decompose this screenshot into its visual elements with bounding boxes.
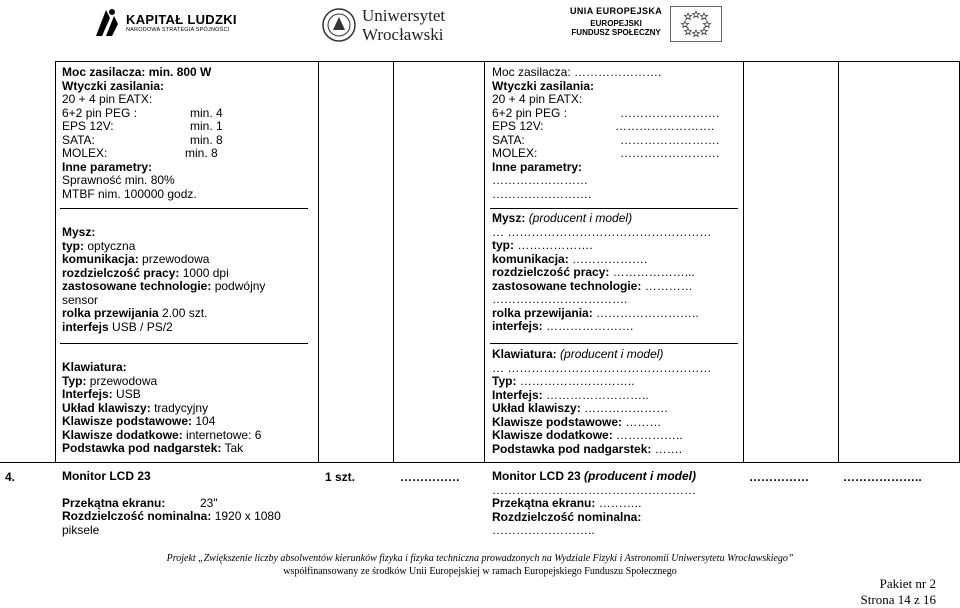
keyboard-extra-value: internetowe: 6 (186, 427, 262, 442)
psu-offer (492, 66, 742, 201)
monitor-diag-label: Przekątna ekranu: (62, 495, 166, 510)
mouse-wheel-value: 2.00 szt. (162, 306, 208, 320)
keyboard-offer-stand-label: Podstawka pod nadgarstek: (492, 441, 652, 456)
psu-offer-other-line2[interactable]: ……………………. (492, 186, 592, 201)
psu-offer-peg-dots[interactable]: ……………………. (620, 105, 720, 120)
monitor-offer (492, 470, 742, 538)
psu-offer-eps-label: EPS 12V: (492, 119, 544, 133)
eu-logo (570, 6, 722, 42)
keyboard-offer-producer: (producent i model) (560, 347, 664, 361)
right-sep-1 (490, 208, 738, 209)
mouse-comm-value: przewodowa (142, 252, 210, 266)
keyboard-offer-layout-label: Układ klawiszy: (492, 401, 581, 415)
keyboard-stand-value: Tak (224, 441, 244, 455)
keyboard-offer-basic-dots[interactable]: ……… (625, 414, 662, 429)
monitor-spec (62, 470, 312, 537)
psu-sata-label: SATA: (62, 132, 95, 147)
keyboard-iface-value: USB (116, 387, 141, 401)
mouse-title: Mysz: (62, 225, 96, 239)
keyboard-offer-producer-dots[interactable]: … …………………………………………… (492, 360, 712, 375)
psu-sata-value: min. 8 (190, 132, 223, 147)
psu-peg-label: 6+2 pin PEG : (62, 105, 138, 120)
mouse-type-value: optyczna (87, 238, 136, 253)
psu-spec (62, 66, 312, 201)
keyboard-offer-extra-label: Klawisze dodatkowe: (492, 428, 613, 442)
col-divider-qty (318, 61, 319, 462)
monitor-res-unit: piksele (62, 522, 100, 537)
kl-title: KAPITAŁ LUDZKI (126, 12, 237, 27)
kapital-ludzki-mark-icon (92, 6, 120, 40)
keyboard-offer-stand-dots[interactable]: ……. (654, 441, 683, 456)
mouse-offer-dpi-dots[interactable]: ………………... (612, 265, 695, 279)
col-divider-offer-end (743, 61, 744, 462)
keyboard-iface-label: Interfejs: (62, 387, 113, 401)
mouse-offer-iface-dots[interactable]: …………………. (546, 319, 634, 333)
keyboard-offer-basic-label: Klawisze podstawowe: (492, 414, 623, 429)
psu-offer-power: Moc zasilacza: …………………. (492, 65, 662, 79)
psu-molex-label: MOLEX: (62, 146, 108, 160)
keyboard-layout-value: tradycyjny (154, 400, 209, 415)
psu-offer-peg-label: 6+2 pin PEG : (492, 105, 568, 120)
mouse-offer-iface-label: interfejs: (492, 319, 543, 333)
mouse-iface-value: USB / PS/2 (112, 319, 173, 334)
mouse-offer-comm-dots[interactable]: ………………. (572, 251, 648, 266)
mouse-offer-type-dots[interactable]: ………………. (517, 238, 593, 252)
keyboard-offer-extra-dots[interactable]: …………….. (616, 428, 683, 442)
monitor-price-dots[interactable]: …………… (400, 470, 460, 484)
uwr-name-line1: Uniwersytet (362, 6, 446, 25)
col-divider-last (838, 61, 839, 462)
psu-offer-connectors-label: Wtyczki zasilania: (492, 78, 595, 93)
psu-power: Moc zasilacza: min. 800 W (62, 65, 212, 79)
psu-offer-molex-label: MOLEX: (492, 146, 538, 160)
left-sep-2 (60, 343, 308, 344)
keyboard-basic-value: 104 (195, 414, 216, 428)
mouse-offer-type-label: typ: (492, 238, 514, 252)
keyboard-basic-label: Klawisze podstawowe: (62, 414, 193, 428)
mouse-tech-value2: sensor (62, 292, 99, 307)
psu-peg-value: min. 4 (190, 105, 223, 120)
psu-offer-sata-label: SATA: (492, 132, 525, 147)
psu-offer-other-line1[interactable]: …………………… (492, 173, 588, 187)
keyboard-title: Klawiatura: (62, 360, 127, 374)
right-sep-2 (490, 343, 738, 344)
monitor-col5-dots[interactable]: ……………….. (843, 470, 922, 484)
mouse-offer-producer: (producent i model) (528, 211, 633, 225)
kl-subtitle: NARODOWA STRATEGIA SPÓJNOŚCI (126, 27, 230, 33)
keyboard-offer-iface-label: Interfejs: (492, 387, 543, 402)
monitor-res-value: 1920 x 1080 (214, 509, 281, 523)
keyboard-type-label: Typ: (62, 373, 87, 388)
mouse-dpi-value: 1000 dpi (182, 265, 229, 280)
footer-pakiet: Pakiet nr 2 (879, 576, 936, 591)
eu-flag-icon (670, 6, 722, 42)
keyboard-spec (62, 361, 312, 456)
mouse-wheel-label: rolka przewijania (62, 306, 159, 320)
keyboard-offer-iface-dots[interactable]: …………………….. (546, 387, 649, 402)
mouse-offer-wheel-dots[interactable]: …………………….. (596, 305, 699, 320)
mouse-spec (62, 226, 312, 334)
mouse-offer (492, 212, 742, 334)
keyboard-offer-type-label: Typ: (492, 374, 517, 388)
monitor-res-label: Rozdzielczość nominalna: (62, 509, 212, 523)
mouse-offer-producer-dots[interactable]: … …………………………………………… (492, 224, 712, 239)
psu-mtbf: MTBF nim. 100000 godz. (62, 186, 197, 201)
keyboard-extra-label: Klawisze dodatkowe: (62, 427, 183, 442)
keyboard-offer-layout-dots[interactable]: ………………… (584, 401, 669, 415)
footer-funding-line: współfinansowany ze środków Unii Europejskiej w ramach Europejskiego Funduszu Społecznego (283, 566, 677, 577)
monitor-offer-title: Monitor LCD 23 (492, 469, 581, 483)
psu-molex-value: min. 8 (185, 146, 218, 160)
monitor-offer-diag-dots[interactable]: ……….. (598, 496, 642, 510)
keyboard-offer (492, 348, 742, 456)
mouse-type-label: typ: (62, 238, 84, 253)
psu-offer-eps-dots[interactable]: ……………………. (615, 119, 715, 133)
mouse-offer-tech-dots[interactable]: ………… (644, 278, 693, 293)
eu-line3: FUNDUSZ SPOŁECZNY (571, 28, 661, 37)
psu-offer-sata-dots[interactable]: ……………………. (620, 132, 720, 147)
header-logos (0, 0, 960, 56)
footer-project-line: Projekt „Zwiększenie liczby absolwentów kierunków fizyka i fizyka techniczna prowadzonych na Wydziale Fizyki i Astronomii Uniwersytetu Wrocławskiego” (166, 553, 794, 564)
col-divider-price (393, 61, 394, 462)
monitor-offer-diag-label: Przekątna ekranu: (492, 496, 596, 510)
uwr-name-line2: Wrocławski (362, 25, 444, 44)
psu-connectors-label: Wtyczki zasilania: (62, 78, 165, 93)
psu-offer-other-label: Inne parametry: (492, 159, 583, 174)
mouse-offer-dpi-label: rozdzielczość pracy: (492, 265, 610, 279)
monitor-offer-producer-dots[interactable]: …………………………………………… (492, 482, 696, 497)
monitor-offer-res-dots[interactable]: …………………….. (492, 523, 595, 537)
keyboard-stand-label: Podstawka pod nadgarstek: (62, 441, 222, 455)
mouse-offer-tech-label: zastosowane technologie: (492, 278, 642, 293)
psu-other-label: Inne parametry: (62, 159, 153, 174)
keyboard-offer-title: Klawiatura: (492, 347, 557, 361)
mouse-offer-wheel-label: rolka przewijania: (492, 305, 593, 320)
psu-offer-eatx: 20 + 4 pin EATX: (492, 92, 583, 106)
row-separator (0, 462, 960, 463)
mouse-iface-label: interfejs (62, 319, 109, 334)
table-top-border (55, 61, 960, 62)
keyboard-layout-label: Układ klawiszy: (62, 400, 151, 415)
monitor-offer-producer: (producent i model) (584, 469, 697, 483)
uwr-logo (322, 6, 445, 44)
mouse-tech-value: podwójny (214, 279, 266, 293)
mouse-offer-tech-dots2[interactable]: ……………………………. (492, 292, 628, 306)
monitor-title: Monitor LCD 23 (62, 469, 151, 483)
psu-eps-value: min. 1 (190, 119, 223, 133)
mouse-dpi-label: rozdzielczość pracy: (62, 265, 180, 280)
mouse-offer-comm-label: komunikacja: (492, 251, 569, 266)
eu-line2: EUROPEJSKI (590, 19, 642, 28)
psu-eps-label: EPS 12V: (62, 119, 114, 133)
monitor-diag-value: 23" (200, 495, 218, 510)
kapital-ludzki-logo (92, 6, 237, 40)
monitor-offer-res-label: Rozdzielczość nominalna: (492, 509, 642, 524)
keyboard-type-value: przewodowa (89, 373, 158, 388)
psu-offer-molex-dots[interactable]: ……………………. (620, 146, 720, 160)
footer-page-number: Strona 14 z 16 (860, 592, 936, 607)
keyboard-offer-type-dots[interactable]: ……………………….. (519, 374, 635, 388)
row-number: 4. (5, 470, 16, 484)
table-left-border (55, 61, 56, 462)
mouse-comm-label: komunikacja: (62, 252, 139, 266)
eu-line1: UNIA EUROPEJSKA (570, 6, 663, 16)
psu-eatx: 20 + 4 pin EATX: (62, 92, 153, 106)
psu-efficiency: Sprawność min. 80% (62, 173, 175, 187)
uwr-seal-icon (322, 6, 356, 44)
left-sep-1 (60, 208, 308, 209)
monitor-quantity: 1 szt. (325, 470, 356, 484)
mouse-tech-label: zastosowane technologie: (62, 279, 212, 293)
col-divider-offer (484, 61, 485, 462)
mouse-offer-title: Mysz: (492, 211, 526, 225)
monitor-col4-dots[interactable]: …………… (749, 470, 809, 484)
